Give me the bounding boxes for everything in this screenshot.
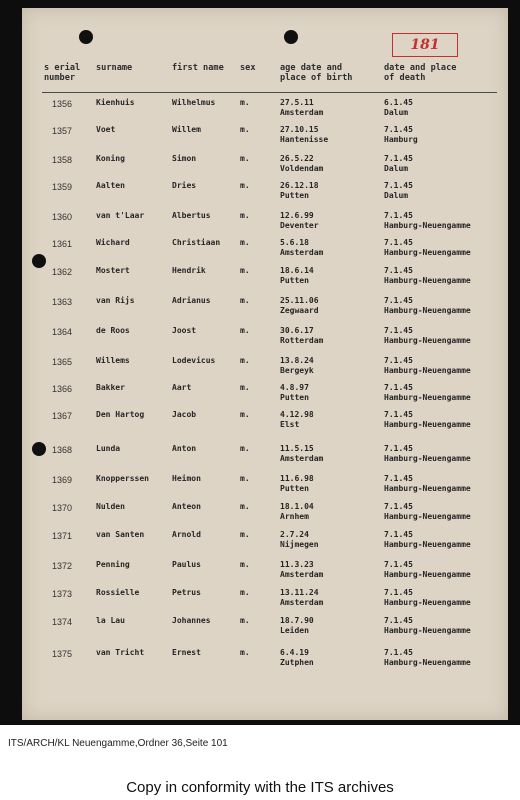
record-sex: m. [240, 502, 250, 511]
record-bdate: 11.5.15 [280, 444, 314, 453]
record-row [22, 444, 508, 468]
record-first: Wilhelmus [172, 98, 216, 107]
record-num: 1365 [52, 357, 73, 367]
record-bdate: 26.5.22 [280, 154, 314, 163]
record-dplace: Hamburg-Neuengamme [384, 540, 471, 549]
record-bplace: Nijmegen [280, 540, 319, 549]
record-sex: m. [240, 125, 250, 134]
record-ddate: 7.1.45 [384, 474, 413, 483]
record-ddate: 7.1.45 [384, 616, 413, 625]
record-bplace: Putten [280, 393, 309, 402]
record-bdate: 18.6.14 [280, 266, 314, 275]
record-num: 1371 [52, 531, 73, 541]
record-bplace: Amsterdam [280, 598, 324, 607]
record-num: 1373 [52, 589, 73, 599]
record-bdate: 6.4.19 [280, 648, 309, 657]
record-dplace: Hamburg-Neuengamme [384, 248, 471, 257]
record-ddate: 7.1.45 [384, 648, 413, 657]
record-surname: Wichard [96, 238, 130, 247]
record-bplace: Putten [280, 191, 309, 200]
archive-reference: ITS/ARCH/KL Neuengamme,Ordner 36,Seite 101 [8, 738, 228, 749]
record-bplace: Amsterdam [280, 454, 324, 463]
record-surname: Rossielle [96, 588, 140, 597]
record-first: Willem [172, 125, 201, 134]
record-dplace: Dalum [384, 164, 409, 173]
record-first: Dries [172, 181, 197, 190]
record-num: 1369 [52, 475, 73, 485]
record-row [22, 383, 508, 407]
record-ddate: 7.1.45 [384, 125, 413, 134]
record-first: Albertus [172, 211, 211, 220]
record-first: Paulus [172, 560, 201, 569]
record-surname: Mostert [96, 266, 130, 275]
record-num: 1370 [52, 503, 73, 513]
record-first: Ernest [172, 648, 201, 657]
record-first: Anteon [172, 502, 201, 511]
record-row [22, 326, 508, 350]
record-ddate: 7.1.45 [384, 410, 413, 419]
record-sex: m. [240, 98, 250, 107]
record-sex: m. [240, 211, 250, 220]
header-birth: age date and place of birth [280, 63, 353, 83]
record-bplace: Amsterdam [280, 570, 324, 579]
record-dplace: Hamburg-Neuengamme [384, 626, 471, 635]
record-num: 1368 [52, 445, 73, 455]
record-dplace: Dalum [384, 191, 409, 200]
record-bdate: 11.3.23 [280, 560, 314, 569]
record-dplace: Hamburg-Neuengamme [384, 306, 471, 315]
record-dplace: Hamburg-Neuengamme [384, 658, 471, 667]
record-bplace: Bergeyk [280, 366, 314, 375]
record-bdate: 2.7.24 [280, 530, 309, 539]
record-surname: Nulden [96, 502, 125, 511]
record-ddate: 7.1.45 [384, 266, 413, 275]
record-row [22, 648, 508, 672]
record-first: Jacob [172, 410, 197, 419]
record-bplace: Zutphen [280, 658, 314, 667]
record-ddate: 6.1.45 [384, 98, 413, 107]
header-rule [42, 92, 497, 93]
record-num: 1358 [52, 155, 73, 165]
page-number-stamp: 181 [392, 33, 458, 57]
record-first: Arnold [172, 530, 201, 539]
record-dplace: Hamburg-Neuengamme [384, 570, 471, 579]
header-surname: surname [96, 63, 133, 73]
record-surname: de Roos [96, 326, 130, 335]
record-ddate: 7.1.45 [384, 296, 413, 305]
document-page [22, 8, 508, 720]
record-sex: m. [240, 266, 250, 275]
record-row [22, 181, 508, 205]
record-ddate: 7.1.45 [384, 238, 413, 247]
record-row [22, 530, 508, 554]
record-ddate: 7.1.45 [384, 588, 413, 597]
record-ddate: 7.1.45 [384, 560, 413, 569]
record-dplace: Hamburg-Neuengamme [384, 420, 471, 429]
record-ddate: 7.1.45 [384, 502, 413, 511]
record-first: Christiaan [172, 238, 221, 247]
header-sex: sex [240, 63, 256, 73]
record-surname: van Rijs [96, 296, 135, 305]
record-bdate: 12.6.99 [280, 211, 314, 220]
record-row [22, 588, 508, 612]
record-ddate: 7.1.45 [384, 530, 413, 539]
record-ddate: 7.1.45 [384, 181, 413, 190]
record-dplace: Hamburg-Neuengamme [384, 366, 471, 375]
record-sex: m. [240, 383, 250, 392]
record-surname: Willems [96, 356, 130, 365]
record-bplace: Amsterdam [280, 108, 324, 117]
record-first: Adrianus [172, 296, 211, 305]
record-bplace: Zegwaard [280, 306, 319, 315]
record-sex: m. [240, 560, 250, 569]
punch-hole [79, 30, 93, 44]
record-row [22, 211, 508, 235]
record-bdate: 11.6.98 [280, 474, 314, 483]
punch-hole [284, 30, 298, 44]
record-surname: Kienhuis [96, 98, 135, 107]
record-sex: m. [240, 238, 250, 247]
record-surname: van t'Laar [96, 211, 145, 220]
record-row [22, 560, 508, 584]
record-sex: m. [240, 588, 250, 597]
record-sex: m. [240, 530, 250, 539]
record-num: 1372 [52, 561, 73, 571]
record-surname: Aalten [96, 181, 125, 190]
record-first: Heimon [172, 474, 201, 483]
record-bplace: Hantenisse [280, 135, 329, 144]
record-surname: Den Hartog [96, 410, 145, 419]
record-row [22, 356, 508, 380]
record-bdate: 25.11.06 [280, 296, 319, 305]
record-bdate: 26.12.18 [280, 181, 319, 190]
record-ddate: 7.1.45 [384, 154, 413, 163]
record-num: 1357 [52, 126, 73, 136]
record-first: Johannes [172, 616, 211, 625]
record-bdate: 5.6.18 [280, 238, 309, 247]
record-bdate: 27.5.11 [280, 98, 314, 107]
record-surname: Lunda [96, 444, 121, 453]
record-num: 1359 [52, 182, 73, 192]
record-first: Anton [172, 444, 197, 453]
record-ddate: 7.1.45 [384, 383, 413, 392]
record-first: Joost [172, 326, 197, 335]
record-row [22, 238, 508, 262]
record-first: Simon [172, 154, 197, 163]
record-sex: m. [240, 154, 250, 163]
record-sex: m. [240, 474, 250, 483]
record-bplace: Elst [280, 420, 300, 429]
record-row [22, 616, 508, 640]
record-row [22, 266, 508, 290]
record-dplace: Hamburg-Neuengamme [384, 336, 471, 345]
record-num: 1363 [52, 297, 73, 307]
record-sex: m. [240, 181, 250, 190]
record-bdate: 13.8.24 [280, 356, 314, 365]
record-row [22, 474, 508, 498]
record-ddate: 7.1.45 [384, 444, 413, 453]
conformity-note: Copy in conformity with the ITS archives [126, 779, 394, 796]
header-death: date and place of death [384, 63, 457, 83]
record-bplace: Arnhem [280, 512, 309, 521]
record-dplace: Hamburg-Neuengamme [384, 276, 471, 285]
record-surname: Bakker [96, 383, 125, 392]
record-dplace: Hamburg-Neuengamme [384, 598, 471, 607]
record-row [22, 154, 508, 178]
record-sex: m. [240, 616, 250, 625]
record-bdate: 30.6.17 [280, 326, 314, 335]
record-surname: Voet [96, 125, 116, 134]
record-bdate: 4.8.97 [280, 383, 309, 392]
record-dplace: Hamburg-Neuengamme [384, 393, 471, 402]
record-surname: van Santen [96, 530, 145, 539]
record-bplace: Amsterdam [280, 248, 324, 257]
record-dplace: Hamburg-Neuengamme [384, 484, 471, 493]
record-sex: m. [240, 296, 250, 305]
record-bdate: 4.12.98 [280, 410, 314, 419]
record-surname: la Lau [96, 616, 125, 625]
record-row [22, 296, 508, 320]
record-ddate: 7.1.45 [384, 356, 413, 365]
record-row [22, 502, 508, 526]
record-sex: m. [240, 648, 250, 657]
record-bplace: Putten [280, 276, 309, 285]
record-row [22, 410, 508, 434]
record-num: 1360 [52, 212, 73, 222]
record-dplace: Dalum [384, 108, 409, 117]
record-row [22, 98, 508, 122]
record-num: 1362 [52, 267, 73, 277]
record-bplace: Rotterdam [280, 336, 324, 345]
record-dplace: Hamburg-Neuengamme [384, 454, 471, 463]
record-ddate: 7.1.45 [384, 211, 413, 220]
record-first: Lodevicus [172, 356, 216, 365]
record-num: 1374 [52, 617, 73, 627]
header-serial-number: s erial number [44, 63, 81, 83]
header-first-name: first name [172, 63, 224, 73]
record-surname: Penning [96, 560, 130, 569]
record-num: 1356 [52, 99, 73, 109]
record-sex: m. [240, 444, 250, 453]
record-sex: m. [240, 410, 250, 419]
record-bplace: Deventer [280, 221, 319, 230]
record-row [22, 125, 508, 149]
record-bdate: 18.1.04 [280, 502, 314, 511]
record-first: Aart [172, 383, 192, 392]
record-num: 1366 [52, 384, 73, 394]
record-surname: Koning [96, 154, 125, 163]
record-num: 1361 [52, 239, 73, 249]
record-bdate: 18.7.90 [280, 616, 314, 625]
record-sex: m. [240, 326, 250, 335]
record-dplace: Hamburg-Neuengamme [384, 221, 471, 230]
record-first: Petrus [172, 588, 201, 597]
record-first: Hendrik [172, 266, 206, 275]
record-num: 1375 [52, 649, 73, 659]
record-sex: m. [240, 356, 250, 365]
record-surname: Knopperssen [96, 474, 149, 483]
record-bplace: Leiden [280, 626, 309, 635]
record-num: 1364 [52, 327, 73, 337]
record-dplace: Hamburg-Neuengamme [384, 512, 471, 521]
record-bdate: 27.10.15 [280, 125, 319, 134]
record-bdate: 13.11.24 [280, 588, 319, 597]
record-bplace: Putten [280, 484, 309, 493]
record-surname: van Tricht [96, 648, 145, 657]
record-dplace: Hamburg [384, 135, 418, 144]
record-num: 1367 [52, 411, 73, 421]
record-ddate: 7.1.45 [384, 326, 413, 335]
record-bplace: Voldendam [280, 164, 324, 173]
